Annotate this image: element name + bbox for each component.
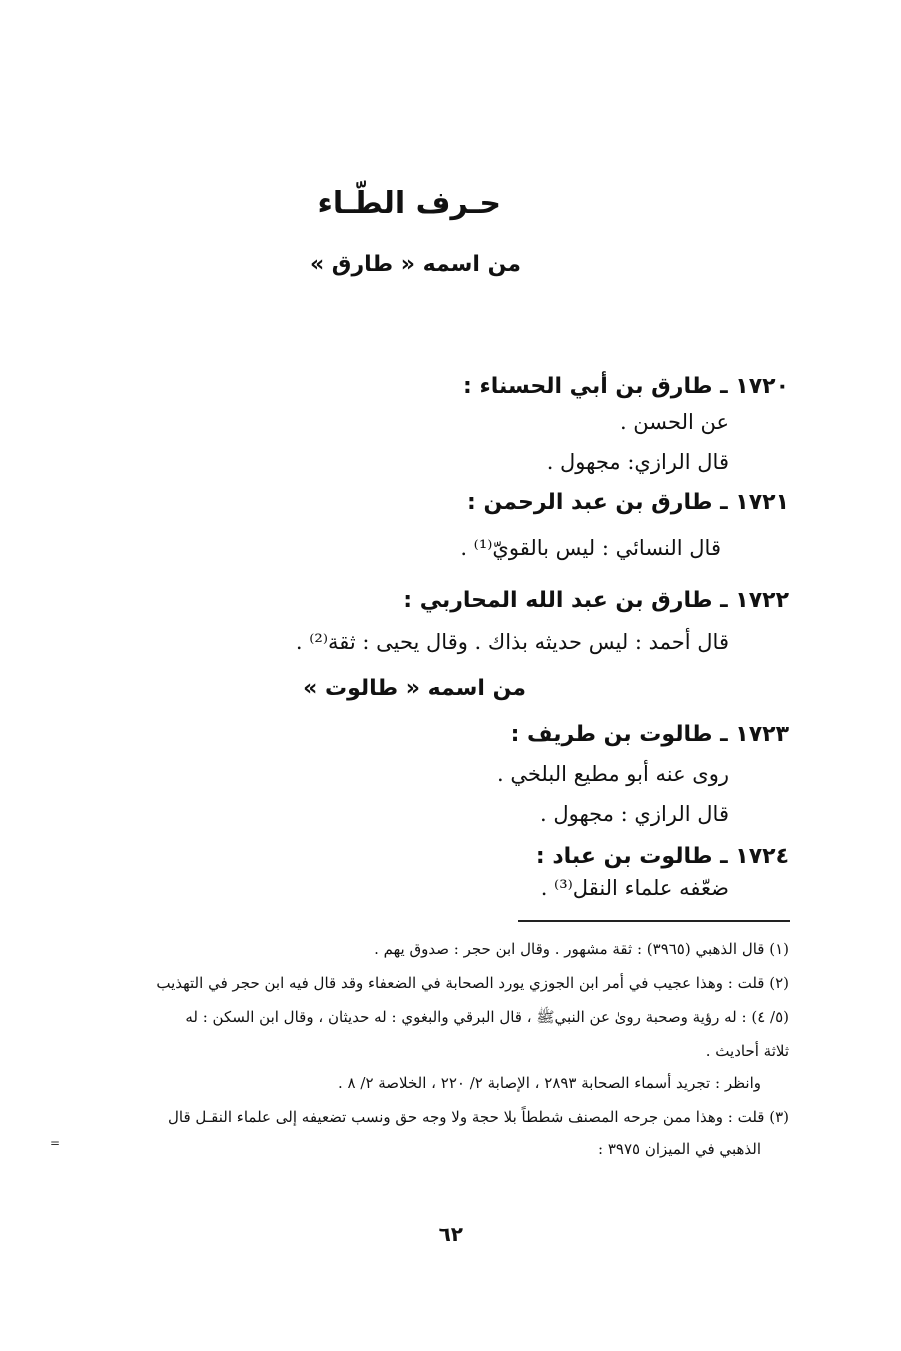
entry-line: قال النسائي : ليس بالقويّ⁽¹⁾ . — [460, 536, 721, 560]
entry-heading: ١٧٢٤ ـ طالوت بن عباد : — [535, 844, 789, 869]
entry-heading: ١٧٢٣ ـ طالوت بن طريف : — [510, 722, 789, 747]
entry-line: قال أحمد : ليس حديثه بذاك . وقال يحيى : ثقة⁽²⁾ . — [295, 630, 729, 654]
footnote-line: (٥/ ٤) : له رؤية وصحبة روىٰ عن النبيﷺ ، قال البرقي والبغوي : له حديثان ، وقال ابن السكن : له — [185, 1008, 789, 1026]
section-title-talut: من اسمه « طالوت » — [303, 676, 526, 701]
entry-heading: ١٧٢١ ـ طارق بن عبد الرحمن : — [467, 490, 789, 515]
entry-heading: ١٧٢٠ ـ طارق بن أبي الحسناء : — [463, 374, 789, 399]
footnote-line: الذهبي في الميزان ٣٩٧٥ : — [598, 1140, 761, 1158]
entry-heading: ١٧٢٢ ـ طارق بن عبد الله المحاربي : — [403, 588, 789, 613]
entry-line: عن الحسن . — [619, 410, 729, 434]
footnote-line: ثلاثة أحاديث . — [705, 1042, 789, 1060]
entry-line: ضعّفه علماء النقل⁽³⁾ . — [540, 876, 729, 900]
entry-line: قال الرازي: مجهول . — [546, 450, 729, 474]
entry-line: قال الرازي : مجهول . — [540, 802, 729, 826]
footnote-line: (١) قال الذهبي (٣٩٦٥) : ثقة مشهور . وقال ابن حجر : صدوق يهم . — [374, 940, 789, 958]
footnote-line: وانظر : تجريد أسماء الصحابة ٢٨٩٣ ، الإصابة ٢/ ٢٢٠ ، الخلاصة ٢/ ٨ . — [338, 1074, 761, 1092]
margin-mark: = — [50, 1136, 61, 1150]
page-number: ٦٢ — [438, 1222, 463, 1246]
footnote-line: (٣) قلت : وهذا ممن جرحه المصنف شططاً بلا حجة ولا وجه حق ونسب تضعيفه إلى علماء النقـل قال — [168, 1108, 789, 1126]
footnote-line: (٢) قلت : وهذا عجيب في أمر ابن الجوزي يورد الصحابة في الضعفاء وقد قال فيه ابن حجر في التهذيب — [156, 974, 789, 992]
chapter-title: حـرف الطّـاء — [317, 186, 501, 221]
footnote-separator — [518, 920, 790, 922]
section-title-tariq: من اسمه « طارق » — [309, 252, 521, 277]
entry-line: روى عنه أبو مطيع البلخي . — [497, 762, 729, 786]
